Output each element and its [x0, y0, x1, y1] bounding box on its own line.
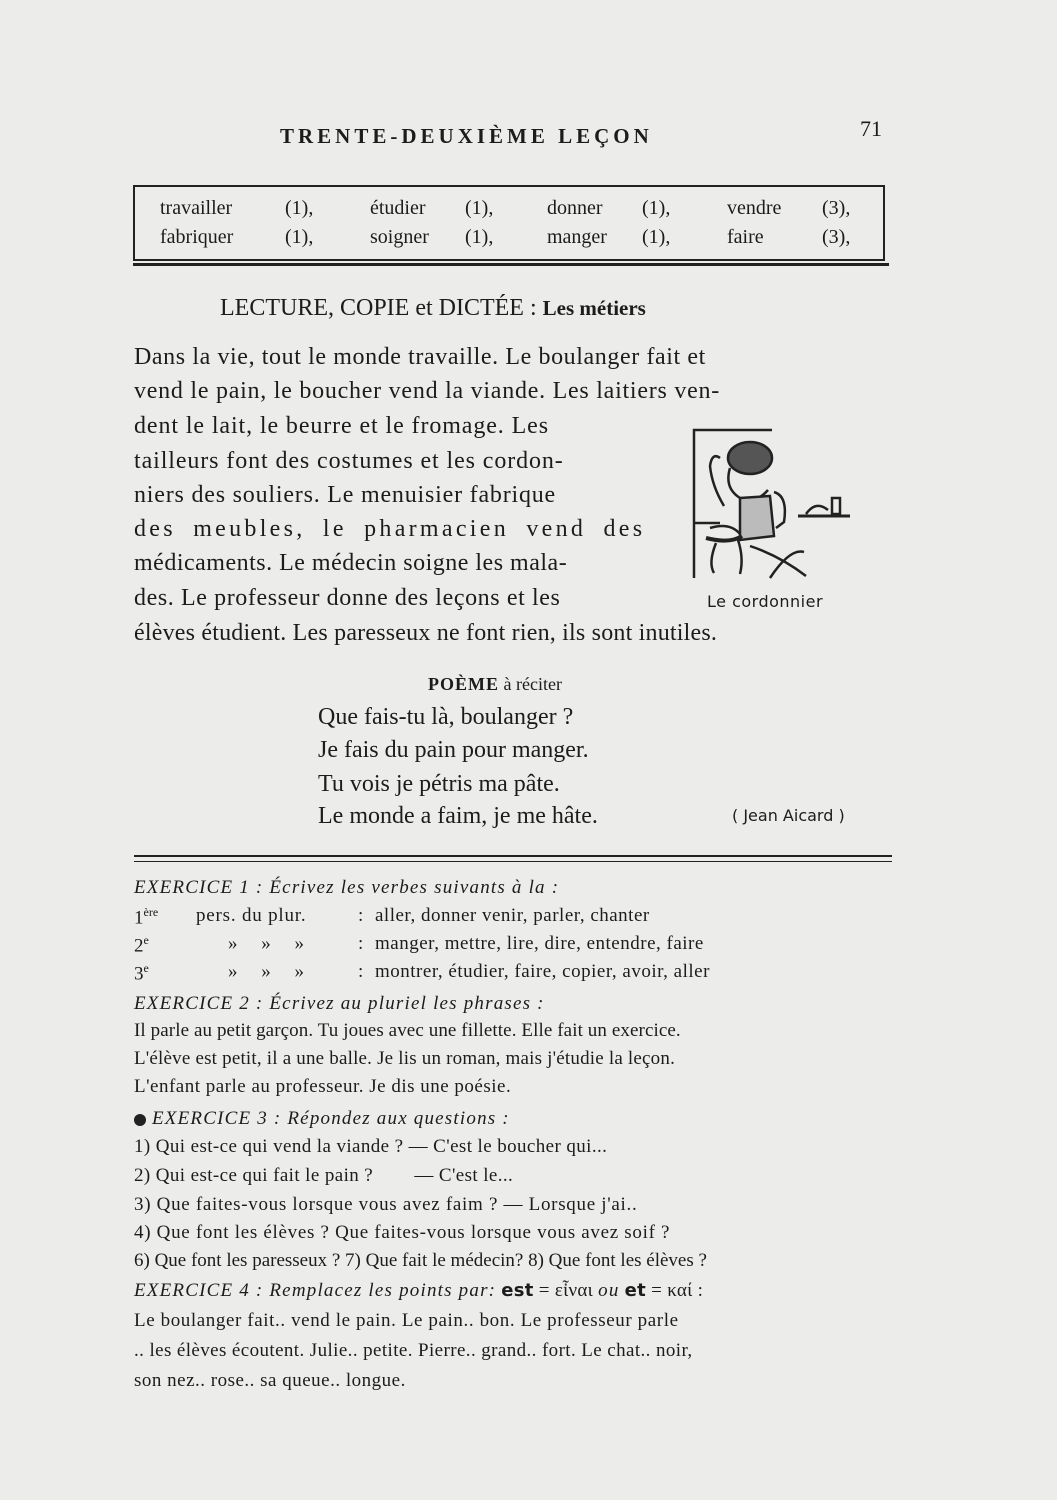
section-title [220, 295, 646, 322]
exercise-3-question: 2) Qui est-ce qui fait le pain ? — C'est le... [134, 1165, 514, 1186]
verb-group: (3), [822, 197, 851, 219]
exercise-4-label: EXERCICE 4 : Remplacez les points par: [134, 1280, 497, 1301]
illustration-caption: Le cordonnier [707, 592, 824, 611]
reading-line: vend le pain, le boucher vend la viande. Les laitiers ven- [134, 378, 720, 404]
person-num: 1 [134, 907, 144, 929]
person-sup: ère [143, 905, 159, 919]
reading-line: élèves étudient. Les paresseux ne font rien, ils sont inutiles. [134, 620, 718, 646]
exercise-1-person-number [134, 905, 158, 929]
divider-rule [134, 855, 892, 857]
exercise-4-line: Le boulanger fait.. vend le pain. Le pain.. bon. Le professeur parle [134, 1310, 679, 1331]
poem-author: ( Jean Aicard ) [732, 806, 845, 825]
verb-word: fabriquer [160, 226, 234, 248]
exercise-1-person: » » » [228, 933, 304, 954]
exercise-3-label: EXERCICE 3 : Répondez aux questions : [152, 1108, 510, 1129]
section-subtitle: Les métiers [542, 296, 646, 320]
exercise-3-question: 3) Que faites-vous lorsque vous avez faim ? — Lorsque j'ai.. [134, 1194, 638, 1215]
section-title-colon: : [529, 295, 537, 321]
reading-line: dent le lait, le beurre et le fromage. Les [134, 413, 549, 439]
exercise-1-person: » » » [228, 961, 304, 982]
verb-word: donner [547, 197, 603, 219]
poem-heading [428, 674, 562, 695]
page-number: 71 [860, 116, 882, 141]
exercise-3-question: 1) Qui est-ce qui vend la viande ? — C'est le boucher qui... [134, 1136, 608, 1157]
person-sup: e [143, 961, 149, 975]
exercise-3-question: 6) Que font les paresseux ? 7) Que fait le médecin? 8) Que font les élèves ? [134, 1250, 707, 1271]
exercise-1-colon: : [358, 905, 364, 926]
exercise-4-line: son nez.. rose.. sa queue.. longue. [134, 1370, 406, 1391]
exercise-1-verbs: montrer, étudier, faire, copier, avoir, aller [375, 961, 710, 982]
exercise-2-label: EXERCICE 2 : Écrivez au pluriel les phrases : [134, 993, 545, 1014]
reading-line: des. Le professeur donne des leçons et les [134, 585, 561, 611]
exercise-4-label-wrap [134, 1280, 703, 1302]
et-greek: = καί : [651, 1280, 704, 1301]
exercise-1-colon: : [358, 933, 364, 954]
exercise-4-line: .. les élèves écoutent. Julie.. petite. Pierre.. grand.. fort. Le chat.. noir, [134, 1340, 693, 1361]
exercise-1-person-number [134, 961, 149, 985]
verb-word: soigner [370, 226, 429, 248]
verb-word: travailler [160, 197, 233, 219]
poem-line: Tu vois je pétris ma pâte. [318, 771, 560, 797]
verb-group: (1), [642, 226, 671, 248]
verb-word: vendre [727, 197, 782, 219]
exercise-2-line: L'élève est petit, il a une balle. Je lis un roman, mais j'étudie la leçon. [134, 1048, 676, 1069]
verb-word: faire [727, 226, 764, 248]
verb-group: (1), [465, 197, 494, 219]
exercise-2-line: L'enfant parle au professeur. Je dis une poésie. [134, 1076, 512, 1097]
verb-word: étudier [370, 197, 426, 219]
exercise-1-label: EXERCICE 1 : Écrivez les verbes suivants à la : [134, 877, 560, 898]
reading-line: niers des souliers. Le menuisier fabrique [134, 482, 557, 508]
verb-group: (3), [822, 226, 851, 248]
poem-line: Que fais-tu là, boulanger ? [318, 704, 574, 730]
person-sup: e [143, 933, 149, 947]
person-num: 3 [134, 963, 144, 985]
cobbler-illustration-icon [690, 428, 870, 588]
exercise-2-line: Il parle au petit garçon. Tu joues avec une fillette. Elle fait un exercice. [134, 1020, 681, 1041]
exercise-3-label-wrap [134, 1108, 510, 1130]
est-greek: = εἶναι [538, 1280, 594, 1301]
est-word: est [501, 1280, 534, 1301]
reading-line: Dans la vie, tout le monde travaille. Le boulanger fait et [134, 344, 706, 370]
verb-box-shadow [133, 263, 889, 266]
verb-group: (1), [285, 226, 314, 248]
poem-line: Je fais du pain pour manger. [318, 737, 589, 763]
bullet-icon [134, 1114, 146, 1126]
reading-line: médicaments. Le médecin soigne les mala- [134, 550, 568, 576]
person-num: 2 [134, 935, 144, 957]
verb-group: (1), [285, 197, 314, 219]
exercise-1-verbs: manger, mettre, lire, dire, entendre, faire [375, 933, 704, 954]
verb-word: manger [547, 226, 607, 248]
et-word: et [624, 1280, 647, 1301]
reading-line: tailleurs font des costumes et les cordon- [134, 448, 564, 474]
exercise-1-person-number [134, 933, 149, 957]
exercise-1-colon: : [358, 961, 364, 982]
reading-line: des meubles, le pharmacien vend des [134, 516, 646, 542]
exercise-3-question: 4) Que font les élèves ? Que faites-vous lorsque vous avez soif ? [134, 1222, 671, 1243]
lesson-title: TRENTE-DEUXIÈME LEÇON [280, 124, 653, 148]
verb-group: (1), [465, 226, 494, 248]
exercise-1-verbs: aller, donner venir, parler, chanter [375, 905, 650, 926]
divider-rule [134, 861, 892, 862]
or-word: ou [598, 1280, 620, 1301]
exercise-1-person: pers. du plur. [196, 905, 307, 926]
section-title-main: LECTURE, COPIE et DICTÉE [220, 295, 524, 321]
poem-heading-title: POÈME [428, 674, 499, 694]
poem-line: Le monde a faim, je me hâte. [318, 803, 598, 829]
poem-heading-sub: à réciter [503, 674, 562, 694]
verb-group: (1), [642, 197, 671, 219]
